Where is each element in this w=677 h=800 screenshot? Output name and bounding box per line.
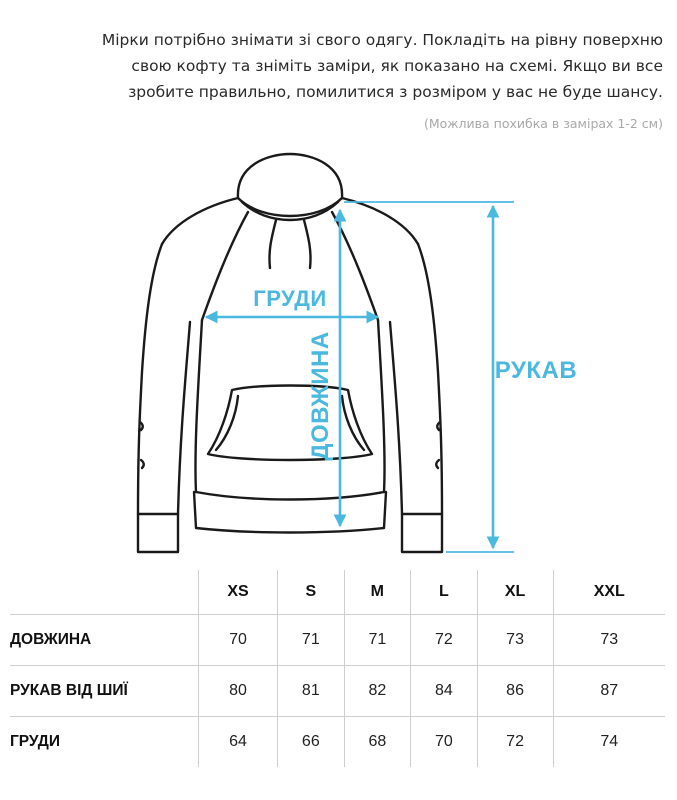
size-header-l: L: [411, 570, 478, 615]
size-header-m: M: [344, 570, 411, 615]
table-cell: 72: [477, 717, 553, 768]
intro-text: [23, 27, 663, 105]
row-label-length: ДОВЖИНА: [10, 615, 199, 666]
table-corner-cell: [10, 570, 199, 615]
row-label-sleeve: РУКАВ ВІД ШИЇ: [10, 666, 199, 717]
hoodie-measurement-diagram: [0, 140, 677, 570]
intro-line-2: свою кофту та зніміть заміри, як показано на схемі. Якщо ви все: [131, 57, 663, 75]
table-header-row: [10, 570, 665, 615]
table-cell: 72: [411, 615, 478, 666]
row-label-chest: ГРУДИ: [10, 717, 199, 768]
length-label: ДОВЖИНА: [307, 331, 334, 461]
table-cell: 70: [199, 615, 278, 666]
table-cell: 70: [411, 717, 478, 768]
table-cell: 82: [344, 666, 411, 717]
intro-line-3: зробите правильно, помилитися з розміром у вас не буде шансу.: [128, 83, 663, 101]
sleeve-label: РУКАВ: [494, 357, 578, 384]
intro-line-1: Мірки потрібно знімати зі свого одягу. Покладіть на рівну поверхню: [101, 31, 663, 49]
table-cell: 71: [278, 615, 345, 666]
table-cell: 66: [278, 717, 345, 768]
table-cell: 86: [477, 666, 553, 717]
table-cell: 73: [477, 615, 553, 666]
size-header-s: S: [278, 570, 345, 615]
size-chart-table: [10, 570, 665, 767]
table-row: [10, 666, 665, 717]
table-cell: 87: [553, 666, 665, 717]
table-cell: 84: [411, 666, 478, 717]
hoodie-outline-icon: [138, 154, 442, 552]
table-cell: 64: [199, 717, 278, 768]
table-cell: 80: [199, 666, 278, 717]
table-row: [10, 615, 665, 666]
table-cell: 73: [553, 615, 665, 666]
table-cell: 71: [344, 615, 411, 666]
table-row: [10, 717, 665, 768]
chest-label: ГРУДИ: [253, 286, 327, 311]
table-cell: 68: [344, 717, 411, 768]
size-header-xs: XS: [199, 570, 278, 615]
table-cell: 74: [553, 717, 665, 768]
size-header-xxl: XXL: [553, 570, 665, 615]
size-header-xl: XL: [477, 570, 553, 615]
table-cell: 81: [278, 666, 345, 717]
measurement-error-note: (Можлива похибка в замірах 1-2 см): [423, 116, 663, 131]
